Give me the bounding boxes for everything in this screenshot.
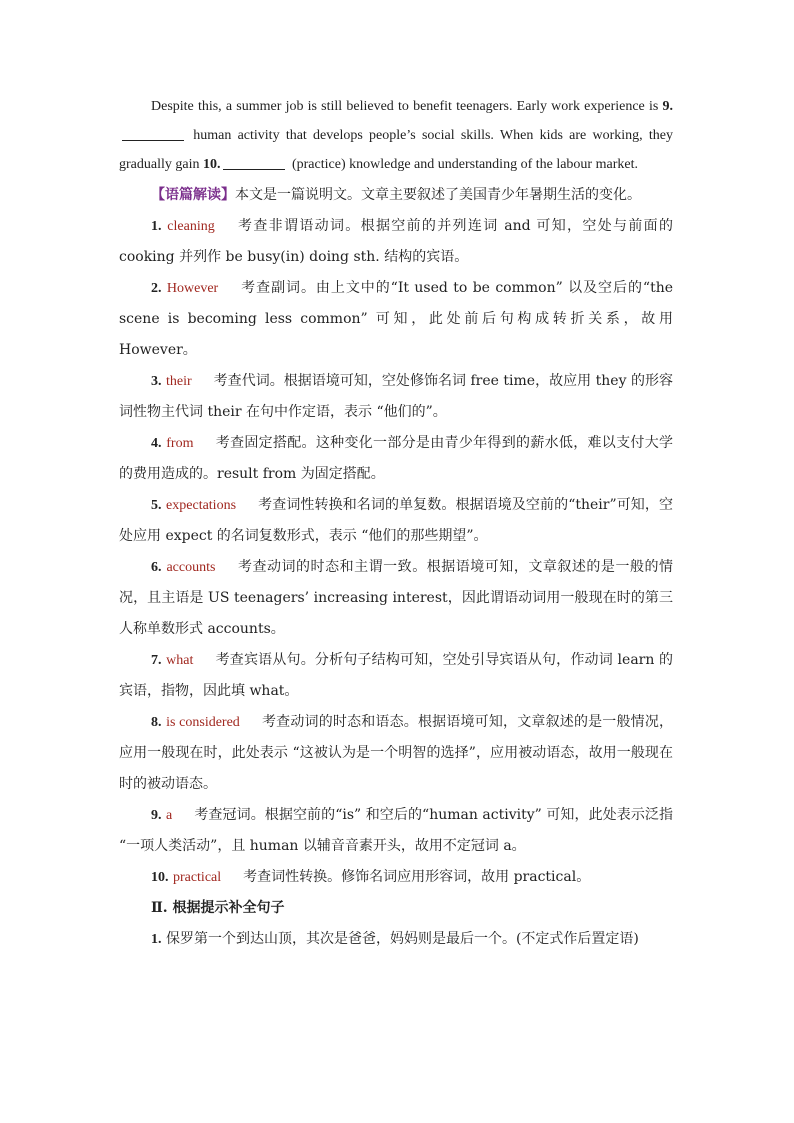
- answer-number: 2.: [151, 281, 162, 296]
- exercise-item: [119, 924, 673, 955]
- answer-item: [119, 211, 673, 273]
- answer-number: 3.: [151, 374, 162, 389]
- answer-item: [119, 428, 673, 490]
- answer-explanation: 考查词性转换。修饰名词应用形容词，故用 practical。: [243, 869, 591, 885]
- answer-explanation: 考查词性转换和名词的单复数。根据语境及空前的“their”可知，空处应用 expect 的名词复数形式，表示 “他们的那些期望”。: [119, 497, 673, 544]
- exercise-number: 1.: [151, 932, 162, 947]
- summary-paragraph: [119, 180, 673, 211]
- answer-item: [119, 862, 673, 893]
- blank-number-9: 9.: [662, 99, 673, 114]
- answer-item: [119, 800, 673, 862]
- answer-word: expectations: [166, 498, 237, 513]
- answer-item: [119, 366, 673, 428]
- answer-explanation: 考查动词的时态和主谓一致。根据语境可知，文章叙述的是一般的情况，且主语是 US teenagers’ increasing interest，因此谓语动词用一般现在时的第三人称单数形式 accounts。: [119, 559, 673, 637]
- answer-word: their: [165, 374, 192, 389]
- answer-word: However: [166, 281, 219, 296]
- answer-item: [119, 490, 673, 552]
- answer-explanation: 考查冠词。根据空前的“is” 和空后的“human activity” 可知，此处表示泛指 “一项人类活动”，且 human 以辅音音素开头，故用不定冠词 a。: [119, 807, 674, 854]
- answer-explanation: 考查代词。根据语境可知，空处修饰名词 free time，故应用 they 的形容词性物主代词 their 在句中作定语，表示 “他们的”。: [119, 373, 674, 420]
- answer-item: [119, 552, 673, 645]
- answer-number: 8.: [151, 715, 162, 730]
- answer-explanation: 考查非谓语动词。根据空前的并列连词 and 可知，空处与前面的 cooking 并列作 be busy(in) doing sth. 结构的宾语。: [119, 218, 673, 265]
- answer-word: a: [166, 808, 173, 823]
- answer-number: 7.: [151, 653, 162, 668]
- summary-text: 本文是一篇说明文。文章主要叙述了美国青少年暑期生活的变化。: [235, 187, 641, 203]
- answer-item: [119, 707, 673, 800]
- exercise-text: 保罗第一个到达山顶，其次是爸爸，妈妈则是最后一个。(不定式作后置定语): [165, 931, 639, 947]
- answer-explanation: 考查动词的时态和语态。根据语境可知，文章叙述的是一般情况，应用一般现在时，此处表示 “这被认为是一个明智的选择”，应用被动语态，故用一般现在时的被动语态。: [119, 714, 674, 792]
- answer-number: 10.: [151, 870, 169, 885]
- blank-number-10: 10.: [202, 157, 221, 172]
- answer-number: 5.: [151, 498, 162, 513]
- passage-text: (practice) knowledge and understanding of the labour market.: [288, 157, 638, 172]
- answer-number: 9.: [151, 808, 162, 823]
- document-page: [119, 92, 673, 955]
- answer-item: [119, 645, 673, 707]
- answer-word: from: [166, 436, 194, 451]
- answer-explanation: 考查宾语从句。分析句子结构可知，空处引导宾语从句，作动词 learn 的宾语，指物，因此填 what。: [119, 652, 674, 699]
- summary-tag: 【语篇解读】: [151, 187, 235, 203]
- answer-word: cleaning: [167, 219, 215, 234]
- blank-9: [122, 126, 184, 141]
- answer-number: 1.: [151, 219, 162, 234]
- section-heading: Ⅱ. 根据提示补全句子: [151, 900, 285, 916]
- passage-text: Despite this, a summer job is still believed to benefit teenagers. Early work experience is: [151, 99, 663, 114]
- answer-item: [119, 273, 673, 366]
- passage-text: human activity that develops people’s social skills. When kids are working, they gradually gain: [119, 128, 673, 172]
- answer-number: 6.: [151, 560, 162, 575]
- answer-number: 4.: [151, 436, 162, 451]
- answer-word: what: [166, 653, 194, 668]
- blank-10: [223, 155, 285, 170]
- passage-paragraph: [119, 92, 673, 179]
- answer-explanation: 考查固定搭配。这种变化一部分是由青少年得到的薪水低，难以支付大学的费用造成的。result from 为固定搭配。: [119, 435, 673, 482]
- answer-list: [119, 211, 673, 893]
- answer-word: practical: [172, 870, 222, 885]
- answer-word: is considered: [166, 715, 240, 730]
- answer-explanation: 考查副词。由上文中的“It used to be common” 以及空后的“the scene is becoming less common” 可知，此处前后句构成转折关系，故用 However。: [119, 280, 673, 358]
- answer-word: accounts: [166, 560, 216, 575]
